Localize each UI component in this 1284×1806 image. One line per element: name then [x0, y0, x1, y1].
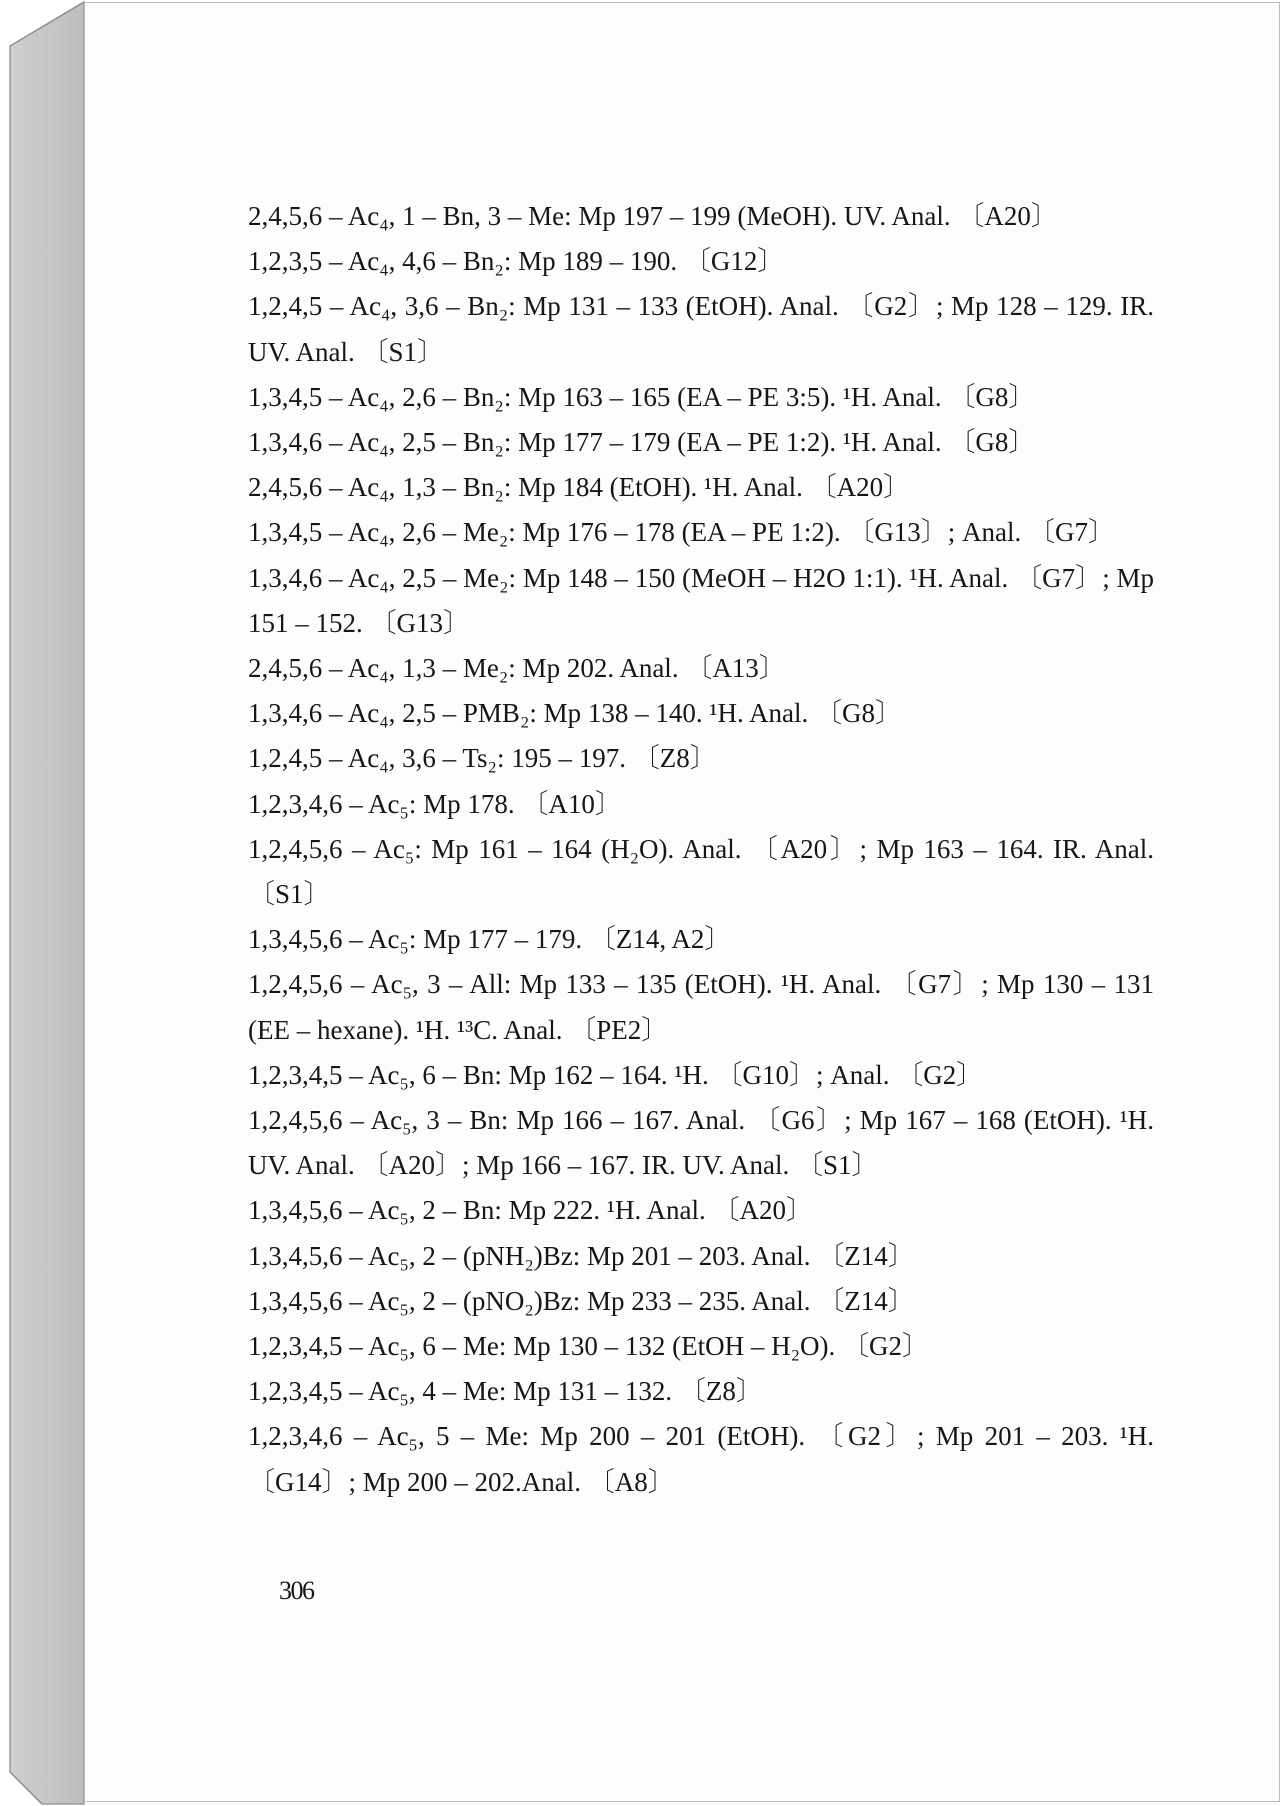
- entry-17: 1,2,4,5,6 – Ac₅, 3 – Bn: Mp 166 – 167. Anal. 〔G6〕; Mp 167 – 168 (EtOH). ¹H. UV. Anal. 〔A20〕; Mp 166 – 167. IR. UV. Anal. 〔S1〕: [248, 1105, 1154, 1181]
- entry-14: 1,3,4,5,6 – Ac₅: Mp 177 – 179. 〔Z14, A2〕: [248, 924, 732, 955]
- entry-7: 1,3,4,5 – Ac₄, 2,6 – Me₂: Mp 176 – 178 (EA – PE 1:2). 〔G13〕; Anal. 〔G7〕: [248, 517, 1116, 548]
- entry-21: 1,2,3,4,5 – Ac₅, 6 – Me: Mp 130 – 132 (EtOH – H₂O). 〔G2〕: [248, 1331, 930, 1362]
- entry-13: 1,2,4,5,6 – Ac₅: Mp 161 – 164 (H₂O). Anal. 〔A20〕; Mp 163 – 164. IR. Anal. 〔S1〕: [248, 833, 1154, 910]
- entry-20: 1,3,4,5,6 – Ac₅, 2 – (pNO₂)Bz: Mp 233 – 235. Anal. 〔Z14〕: [248, 1285, 915, 1316]
- entry-10: 1,3,4,6 – Ac₄, 2,5 – PMB₂: Mp 138 – 140. ¹H. Anal. 〔G8〕: [248, 698, 902, 729]
- entry-16: 1,2,3,4,5 – Ac₅, 6 – Bn: Mp 162 – 164. ¹H. 〔G10〕; Anal. 〔G2〕: [248, 1059, 984, 1090]
- entry-1: 2,4,5,6 – Ac₄, 1 – Bn, 3 – Me: Mp 197 – 199 (MeOH). UV. Anal. 〔A20〕: [248, 201, 1058, 231]
- entry-3: 1,2,4,5 – Ac₄, 3,6 – Bn₂: Mp 131 – 133 (EtOH). Anal. 〔G2〕; Mp 128 – 129. IR. UV. Anal. 〔S1〕: [248, 291, 1154, 367]
- page-number: 306: [279, 1576, 314, 1605]
- entry-15: 1,2,4,5,6 – Ac₅, 3 – All: Mp 133 – 135 (EtOH). ¹H. Anal. 〔G7〕; Mp 130 – 131 (EE – hexane). ¹H. ¹³C. Anal. 〔PE2〕: [248, 969, 1154, 1045]
- compound-entry-list: [248, 194, 1154, 1505]
- entry-23: 1,2,3,4,6 – Ac₅, 5 – Me: Mp 200 – 201 (EtOH). 〔G2〕; Mp 201 – 203. ¹H. 〔G14〕; Mp 200 – 202.Anal. 〔A8〕: [248, 1421, 1154, 1497]
- entry-8: 1,3,4,6 – Ac₄, 2,5 – Me₂: Mp 148 – 150 (MeOH – H2O 1:1). ¹H. Anal. 〔G7〕; Mp 151 – 152. 〔G13〕: [248, 562, 1154, 638]
- entry-22: 1,2,3,4,5 – Ac₅, 4 – Me: Mp 131 – 132. 〔Z8〕: [248, 1376, 763, 1407]
- entry-19: 1,3,4,5,6 – Ac₅, 2 – (pNH₂)Bz: Mp 201 – 203. Anal. 〔Z14〕: [248, 1240, 915, 1271]
- entry-12: 1,2,3,4,6 – Ac₅: Mp 178. 〔A10〕: [248, 788, 622, 819]
- entry-2: 1,2,3,5 – Ac₄, 4,6 – Bn₂: Mp 189 – 190. 〔G12〕: [248, 246, 785, 277]
- entry-11: 1,2,4,5 – Ac₄, 3,6 – Ts₂: 195 – 197. 〔Z8〕: [248, 743, 717, 774]
- entry-5: 1,3,4,6 – Ac₄, 2,5 – Bn₂: Mp 177 – 179 (EA – PE 1:2). ¹H. Anal. 〔G8〕: [248, 427, 1036, 458]
- entry-9: 2,4,5,6 – Ac₄, 1,3 – Me₂: Mp 202. Anal. 〔A13〕: [248, 653, 786, 684]
- entry-4: 1,3,4,5 – Ac₄, 2,6 – Bn₂: Mp 163 – 165 (EA – PE 3:5). ¹H. Anal. 〔G8〕: [248, 381, 1036, 412]
- entry-18: 1,3,4,5,6 – Ac₅, 2 – Bn: Mp 222. ¹H. Anal. 〔A20〕: [248, 1195, 814, 1226]
- entry-6: 2,4,5,6 – Ac₄, 1,3 – Bn₂: Mp 184 (EtOH). ¹H. Anal. 〔A20〕: [248, 472, 911, 503]
